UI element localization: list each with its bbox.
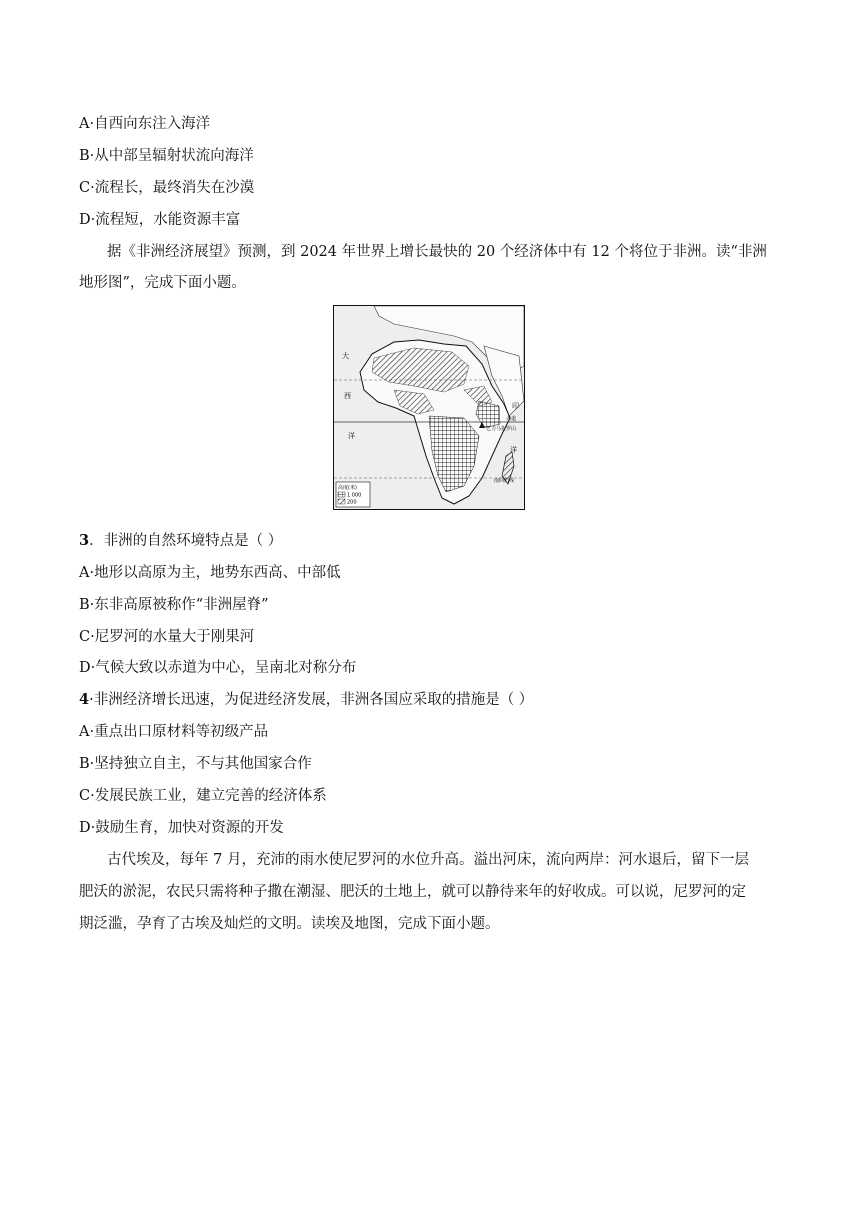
q3-option-c: C·尼罗河的水量大于刚果河 bbox=[79, 629, 255, 645]
map-legend bbox=[336, 482, 370, 507]
map-label-da: 大 bbox=[342, 352, 349, 360]
option-b-prev: B·从中部呈辐射状流向海洋 bbox=[79, 148, 254, 164]
map-label-equator: 赤道 bbox=[506, 416, 517, 422]
map-label-tropic: 南回归线 bbox=[494, 478, 515, 484]
passage2-line1: 古代埃及，每年 7 月，充沛的雨水使尼罗河的水位升高。溢出河床，流向两岸：河水退后，留下一层 bbox=[107, 852, 749, 868]
question-3-number: 3 bbox=[79, 532, 90, 549]
q4-option-a: A·重点出口原材料等初级产品 bbox=[79, 724, 269, 740]
question-4-text: ·非洲经济增长迅速，为促进经济发展，非洲各国应采取的措施是（ ） bbox=[89, 692, 534, 708]
map-label-yang-east: 洋 bbox=[510, 446, 517, 454]
question-4-stem bbox=[79, 690, 533, 710]
q4-option-d: D·鼓励生育，加快对资源的开发 bbox=[79, 820, 284, 836]
option-c-prev: C·流程长，最终消失在沙漠 bbox=[79, 180, 255, 196]
q3-option-b: B·东非高原被称作“非洲屋脊” bbox=[79, 597, 269, 613]
africa-map-svg bbox=[334, 306, 524, 509]
passage2-line3: 期泛滥，孕育了古埃及灿烂的文明。读埃及地图，完成下面小题。 bbox=[79, 916, 500, 932]
question-4-number: 4 bbox=[79, 691, 90, 708]
question-3-text: ．非洲的自然环境特点是（ ） bbox=[89, 533, 283, 549]
passage1-line1: 据《非洲经济展望》预测，到 2024 年世界上增长最快的 20 个经济体中有 12 个将位于非洲。读“非洲 bbox=[107, 244, 767, 260]
option-d-prev: D·流程短，水能资源丰富 bbox=[79, 212, 241, 228]
q3-option-a: A·地形以高原为主，地势东西高、中部低 bbox=[79, 565, 341, 581]
legend-value-200: 200 bbox=[347, 499, 357, 506]
q4-option-b: B·坚持独立自主，不与其他国家合作 bbox=[79, 756, 312, 772]
map-label-xi: 西 bbox=[344, 392, 351, 400]
legend-value-1000: 1 000 bbox=[347, 492, 362, 499]
passage2-line2: 肥沃的淤泥，农民只需将种子撒在潮湿、肥沃的土地上，就可以静待来年的好收成。可以说，尼罗河的定 bbox=[79, 884, 746, 900]
africa-terrain-map bbox=[333, 305, 525, 510]
option-a-prev: A·自西向东注入海洋 bbox=[79, 116, 211, 132]
passage1-line2: 地形图”，完成下面小题。 bbox=[79, 275, 246, 291]
legend-title: 高度(米) bbox=[338, 485, 357, 491]
map-label-kilimanjaro: 乞力马扎罗山 bbox=[486, 426, 517, 432]
q3-option-d: D·气候大致以赤道为中心，呈南北对称分布 bbox=[79, 660, 357, 676]
map-label-yin: 印 bbox=[512, 402, 519, 410]
q4-option-c: C·发展民族工业，建立完善的经济体系 bbox=[79, 788, 327, 804]
question-3-stem bbox=[79, 531, 282, 551]
map-label-yang-west: 洋 bbox=[348, 432, 355, 440]
